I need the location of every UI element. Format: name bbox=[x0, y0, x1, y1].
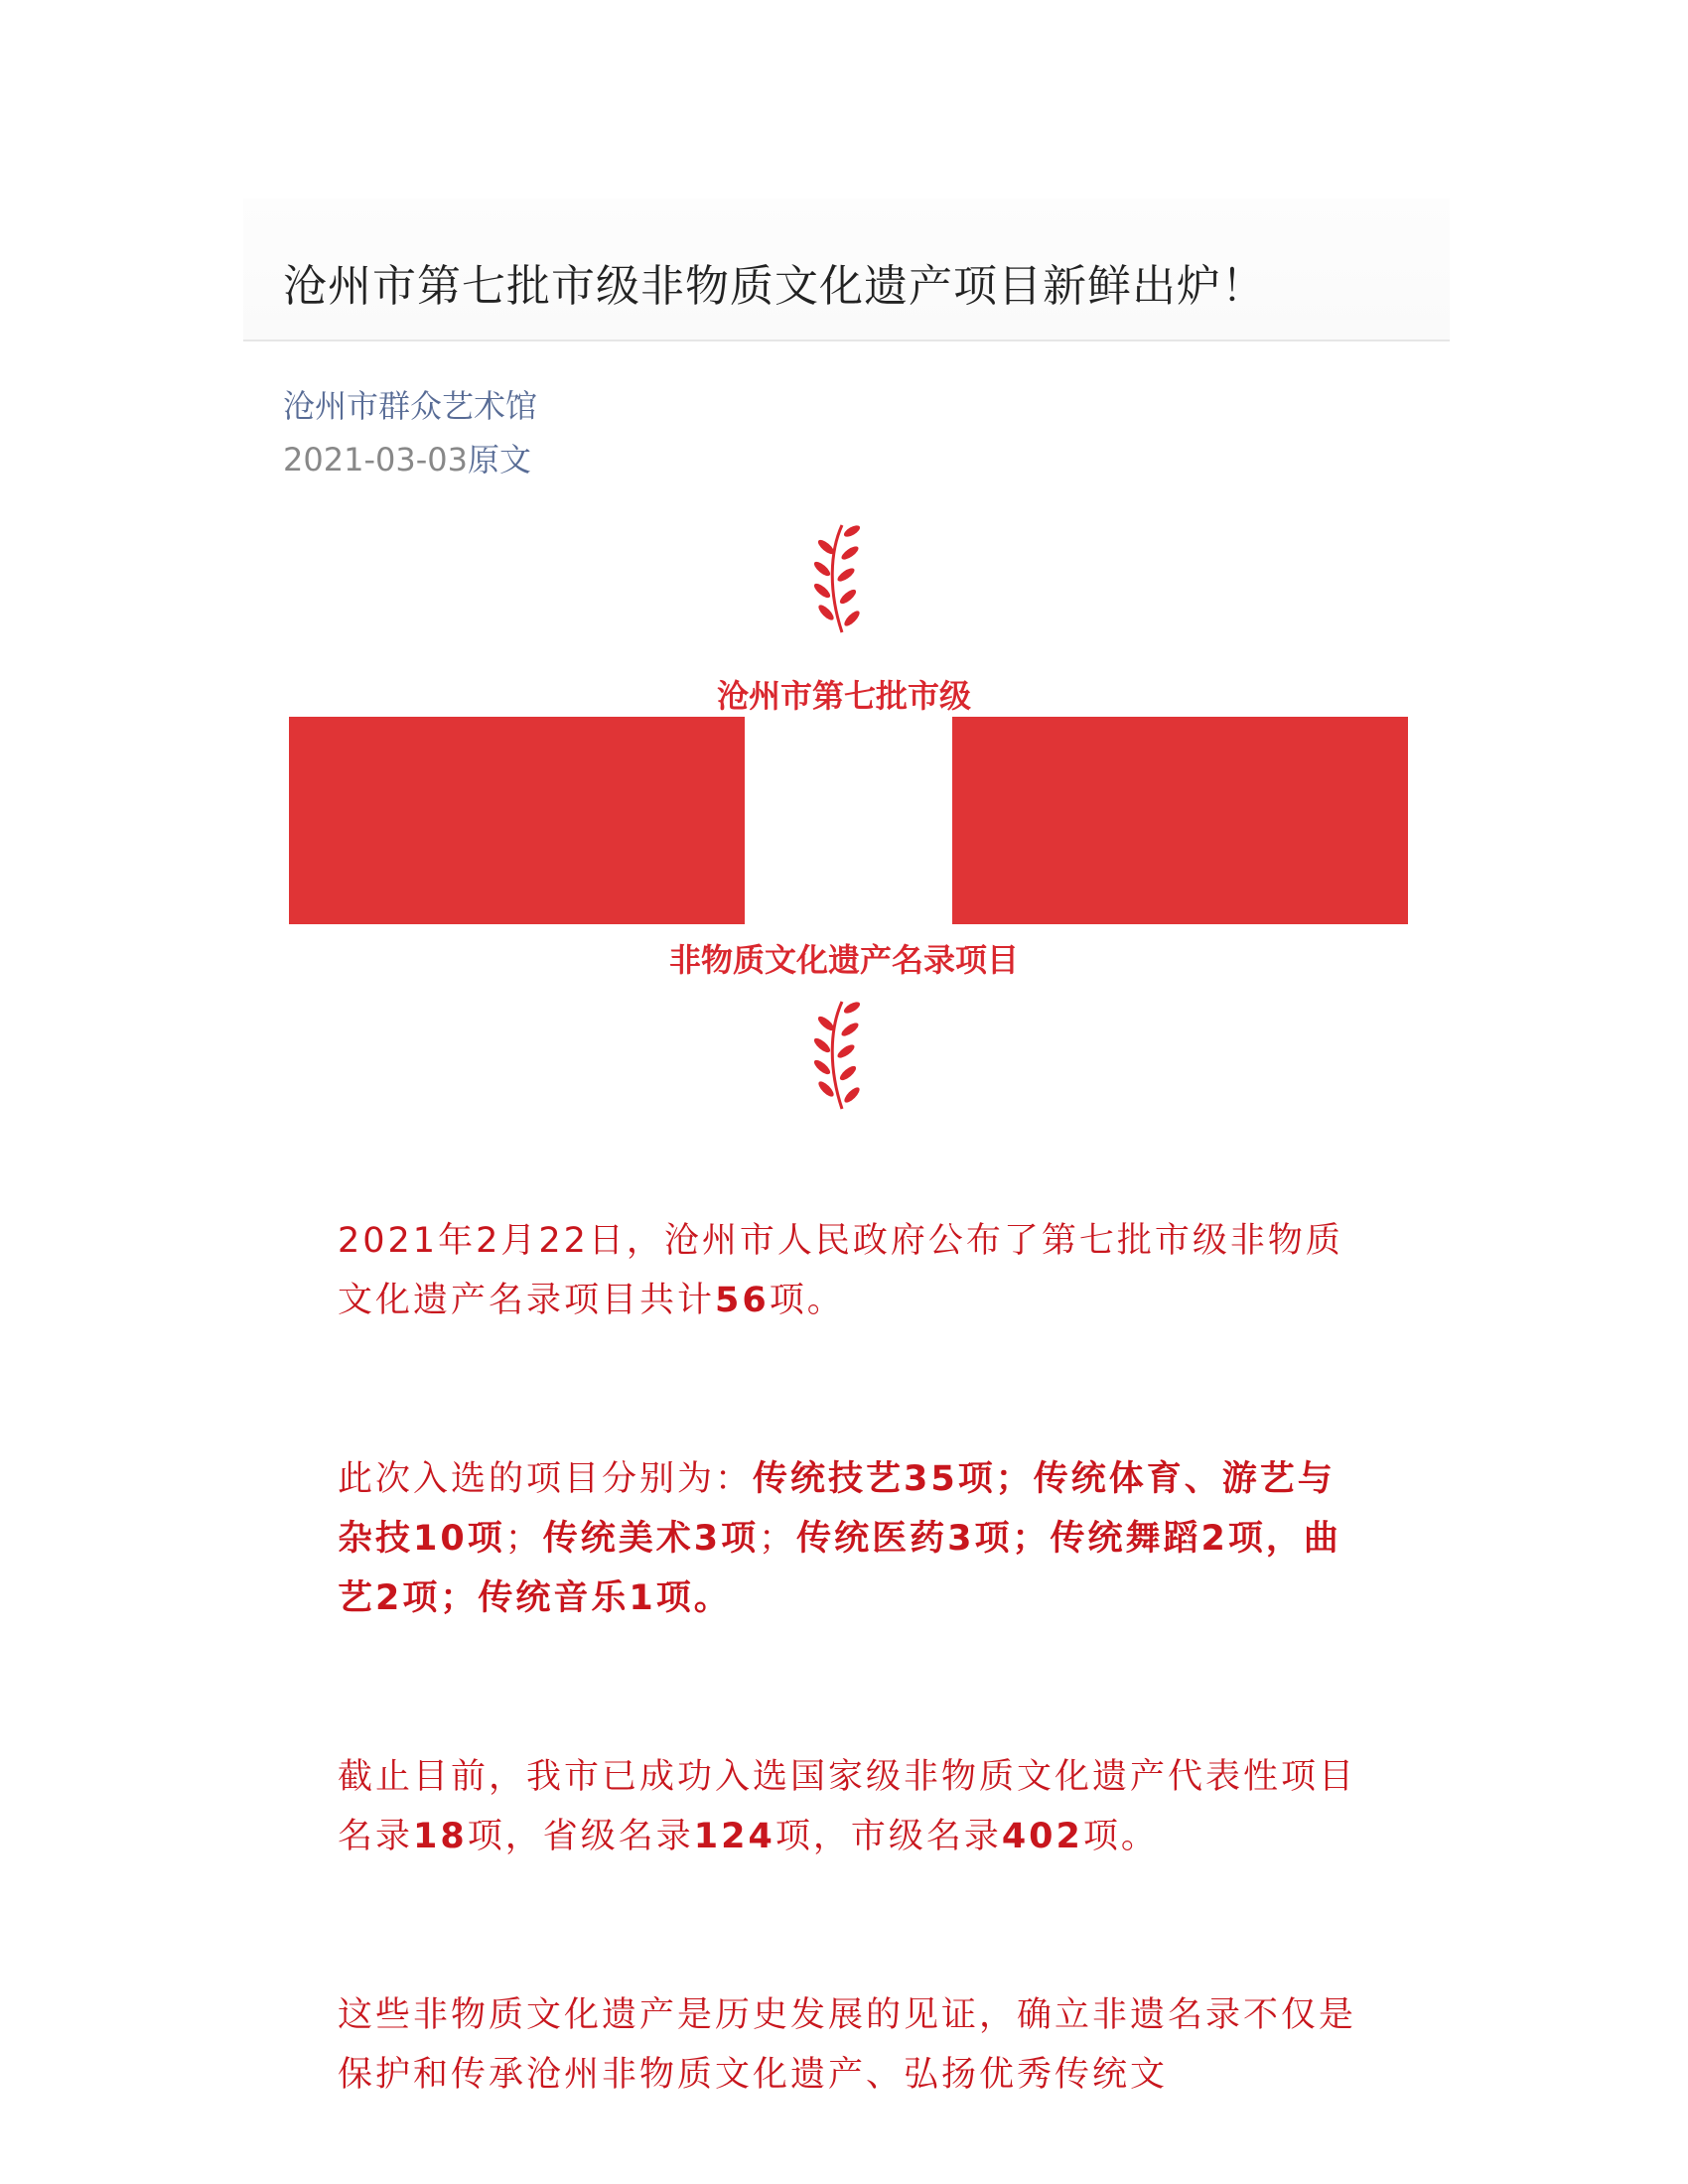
banner-right-block bbox=[952, 717, 1408, 924]
article-meta bbox=[283, 435, 531, 480]
article-body bbox=[338, 1142, 1365, 2164]
paragraph-announcement: 2021年2月22日，沧州市人民政府公布了第七批市级非物质文化遗产名录项目共计56项。 bbox=[338, 1221, 1343, 1320]
wheat-bottom-icon bbox=[812, 998, 876, 1115]
paragraph-significance: 这些非物质文化遗产是历史发展的见证，确立非遗名录不仅是保护和传承沧州非物质文化遗产、弘扬优秀传统文 bbox=[338, 1995, 1357, 2095]
article-title: 沧州市第七批市级非物质文化遗产项目新鲜出炉！ bbox=[283, 261, 1266, 312]
banner-left-block bbox=[289, 717, 745, 924]
wheat-top-icon bbox=[812, 521, 876, 638]
original-link[interactable]: 原文 bbox=[467, 441, 531, 478]
title-bar bbox=[243, 199, 1450, 341]
banner-heading-bottom: 非物质文化遗产名录项目 bbox=[668, 941, 1019, 979]
author-link[interactable]: 沧州市群众艺术馆 bbox=[283, 387, 538, 425]
publish-date: 2021-03-03 bbox=[283, 441, 468, 478]
banner-heading-top: 沧州市第七批市级 bbox=[716, 677, 971, 715]
paragraph-totals: 截止目前，我市已成功入选国家级非物质文化遗产代表性项目名录18项，省级名录124项，市级名录402项。 bbox=[338, 1757, 1357, 1856]
paragraph-categories: 此次入选的项目分别为：传统技艺35项；传统体育、游艺与杂技10项；传统美术3项；传统医药3项；传统舞蹈2项，曲艺2项；传统音乐1项。 bbox=[338, 1459, 1341, 1618]
